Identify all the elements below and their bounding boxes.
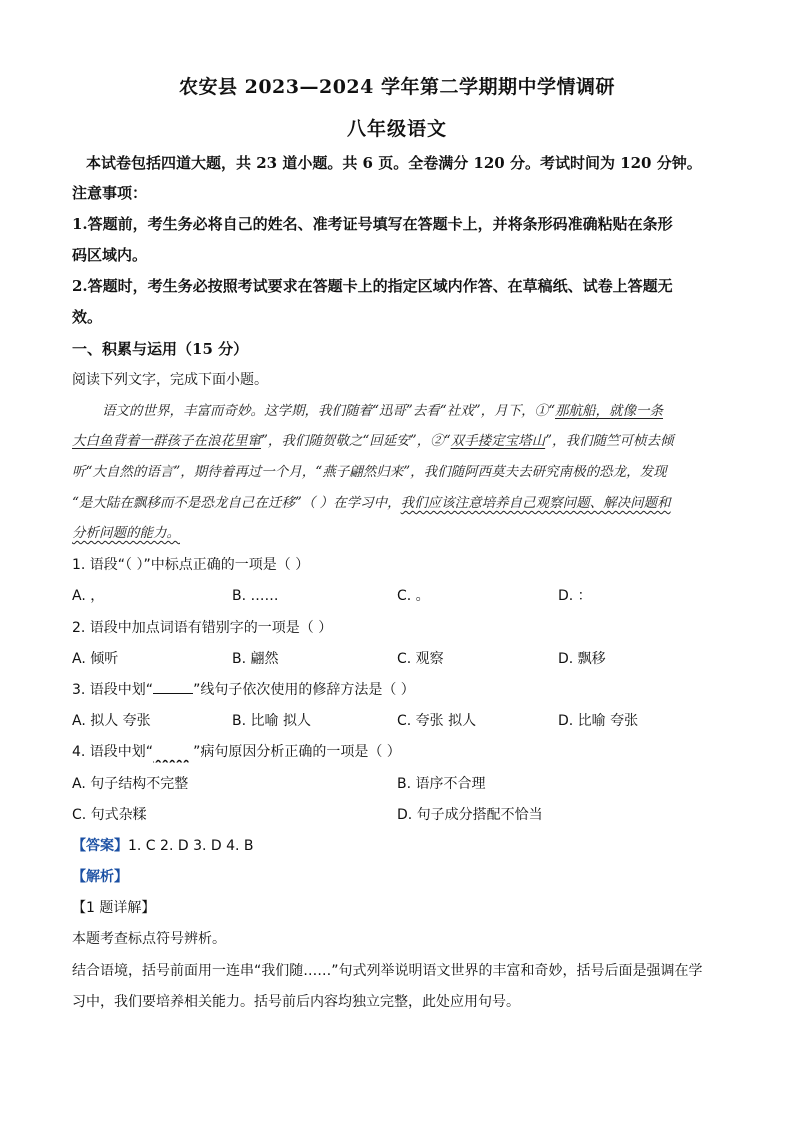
question-3-stem	[72, 679, 722, 701]
underlined-sentence: 大白鱼背着一群孩子在浪花里窜	[72, 433, 261, 449]
question-3-option-c[interactable]: C. 夸张 拟人	[397, 713, 477, 729]
question-3-option-d[interactable]: D. 比喻 夸张	[558, 713, 639, 729]
passage-line-4	[72, 492, 722, 514]
passage-line-1	[102, 400, 752, 422]
question-4-stem-end: ”病句原因分析正确的一项是（ ）	[193, 744, 401, 760]
underlined-sentence: 那航船，就像一条	[555, 403, 664, 419]
notice-1-line-1: 1.答题前，考生务必将自己的姓名、准考证号填写在答题卡上，并将条形码准确粘贴在条形	[72, 215, 673, 233]
question-1-option-a[interactable]: A. ，	[72, 588, 105, 604]
wavy-underlined-sentence: 分析问题的能力。	[72, 525, 180, 541]
question-4-stem-start: 4. 语段中划“	[72, 744, 154, 760]
question-4-option-b[interactable]: B. 语序不合理	[397, 776, 486, 792]
analysis-label: 【解析】	[72, 869, 128, 885]
question-4-stem	[72, 741, 722, 763]
passage-text: ”，我们随贺敬之“回延安”，②“	[261, 433, 451, 449]
passage-line-2	[72, 430, 722, 452]
question-3-stem-end: ”线句子依次使用的修辞方法是（ ）	[193, 682, 415, 698]
passage-line-5	[72, 522, 722, 544]
wavy-underlined-sentence: 我们应该注意培养自己观察问题、解决问题和	[400, 495, 671, 511]
answer-label: 【答案】	[72, 838, 128, 854]
analysis-paragraph-1: 本题考查标点符号辨析。	[72, 931, 226, 947]
question-2-option-b[interactable]: B. 翩然	[232, 651, 279, 667]
question-1-option-c[interactable]: C. 。	[397, 588, 430, 604]
question-1-stem: 1. 语段“（ ）”中标点正确的一项是（ ）	[72, 557, 310, 573]
question-2-stem: 2. 语段中加点词语有错别字的一项是（ ）	[72, 620, 333, 636]
question-1-option-b[interactable]: B. ……	[232, 588, 279, 604]
answer-row	[72, 835, 722, 857]
analysis-paragraph-2-line-2: 习中，我们要培养相关能力。括号前后内容均独立完整，此处应用句号。	[72, 994, 520, 1010]
section-1-instruction: 阅读下列文字，完成下面小题。	[72, 372, 268, 388]
straight-underline-blank	[153, 681, 193, 694]
notice-1-line-2: 码区域内。	[72, 246, 148, 264]
question-1-option-d[interactable]: D. ：	[558, 588, 592, 604]
question-3-stem-start: 3. 语段中划“	[72, 682, 154, 698]
question-2-option-a[interactable]: A. 倾听	[72, 651, 119, 667]
passage-line-3: 听“大自然的语言”，期待着再过一个月，“燕子翩然归来”，我们随阿西莫夫去研究南极的恐龙，发现	[72, 464, 667, 480]
exam-subtitle: 八年级语文	[346, 118, 447, 140]
question-2-option-d[interactable]: D. 飘移	[558, 651, 606, 667]
answer-values: 1. C 2. D 3. D 4. B	[128, 838, 254, 854]
section-1-title: 一、积累与运用（15 分）	[72, 340, 249, 358]
detail-label: 【1 题详解】	[72, 900, 156, 916]
passage-text: ”，我们随竺可桢去倾	[545, 433, 674, 449]
wavy-underline-blank: ​	[153, 744, 189, 760]
question-3-option-b[interactable]: B. 比喻 拟人	[232, 713, 311, 729]
question-3-option-a[interactable]: A. 拟人 夸张	[72, 713, 151, 729]
question-4-option-d[interactable]: D. 句子成分搭配不恰当	[397, 807, 543, 823]
question-2-option-c[interactable]: C. 观察	[397, 651, 444, 667]
notice-2-line-2: 效。	[72, 308, 103, 326]
notice-2-line-1: 2.答题时，考生务必按照考试要求在答题卡上的指定区域内作答、在草稿纸、试卷上答题无	[72, 277, 673, 295]
analysis-paragraph-2-line-1: 结合语境，括号前面用一连串“我们随……”句式列举说明语文世界的丰富和奇妙，括号后面是强调在学	[72, 963, 703, 979]
underlined-sentence: 双手搂定宝塔山	[450, 433, 546, 449]
question-4-option-a[interactable]: A. 句子结构不完整	[72, 776, 189, 792]
passage-text: 语文的世界，丰富而奇妙。这学期，我们随着“迅哥”去看“社戏”，月下，①“	[102, 403, 556, 419]
exam-summary: 本试卷包括四道大题，共 23 道小题。共 6 页。全卷满分 120 分。考试时间为 120 分钟。	[86, 154, 702, 172]
passage-text: “是大陆在飘移而不是恐龙自己在迁移”（ ）在学习中，	[72, 495, 401, 511]
notice-title: 注意事项：	[72, 184, 148, 202]
exam-title: 农安县 2023—2024 学年第二学期期中学情调研	[179, 76, 615, 98]
question-4-option-c[interactable]: C. 句式杂糅	[72, 807, 147, 823]
